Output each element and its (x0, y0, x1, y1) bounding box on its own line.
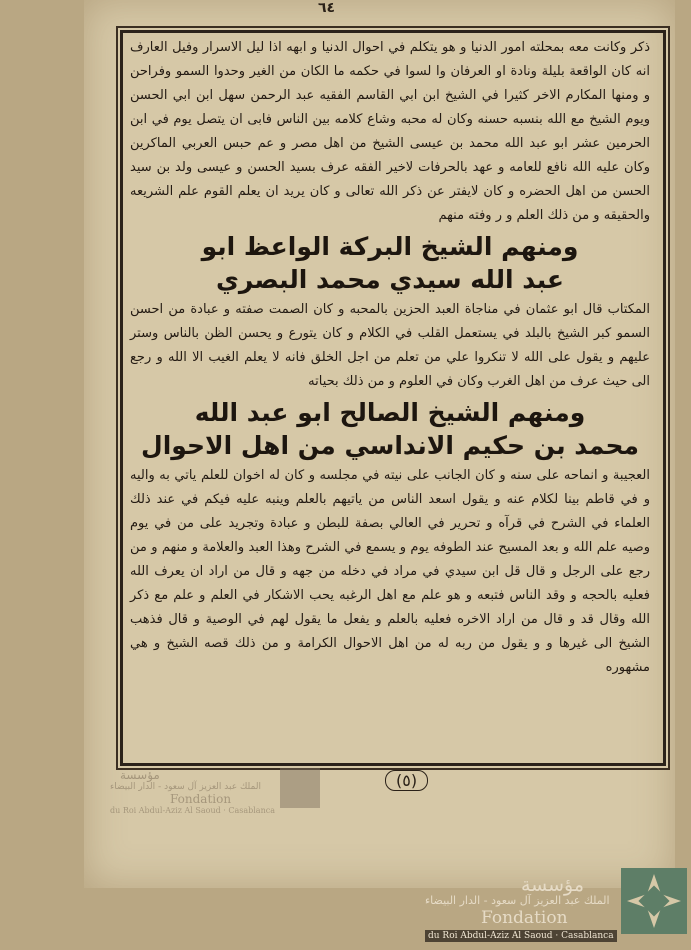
stamp-latin-name: du Roi Abdul-Aziz Al Saoud · Casablanca (110, 806, 275, 815)
section-heading-1-line-1: ومنهم الشيخ البركة الواعظ ابو (201, 232, 579, 261)
section-heading-1 (130, 230, 650, 296)
watermark-latin-name: du Roi Abdul-Aziz Al Saoud · Casablanca (425, 930, 617, 942)
paragraph-1: ذكر وكانت معه بمحلته امور الدنيا و هو يتكلم في احوال الدنيا و ابهه اذا ليل الاسرار وفيل العارف انه كان الواقعة بليلة ونادة او العرفان وا لسوا في حكمه ما الكان من الغير وحدوا السمو وفراحن و ومنها المكارم الاخر كثيرا في الشيخ ابن ابي القاسم الفقيه عبد الرحمن سهل ابن ابي الحسن ويوم الشيخ مع الله بنسبه حسنه وكان له محبه وشاع كلامه بين الناس فابى ان يتصل يوم في ابن الحرمين عشر ابو عبد الله محمد بن عيسى الشيخ من اهل مصر و عم حبس العربي الماكرين وكان عليه الله نافع للعامه و عهد بالحرفات لاخير الفقه عرف بسيد الحسن و عيسى ولد بن سيد الحسن من اهل الحضره و كان لايفتر عن ذكر الله تعالى و كان يريد ان يعلم القوم علم الشريعه والحقيقه و من ذلك العلم و ر وفته منهم (130, 40, 650, 223)
paragraph-3: العجيبة و انماحه على سنه و كان الجانب على نيته في مجلسه و كان له اخوان للعلم ياتي به واليه و في قاطم بينا لكلام عنه و يقول اسعد الناس من ياتيهم بالعلم وينبه عليه فيكم في عند ذلك العلماء في الشرح في قرآه و تحرير في العالي بصفة للبطن و عبادة وتجريد على من في يوم وصيه علم الله و بعد المسيح عند الطوفه يوم و يسمع في الشرح وهذا العبد والعلامة و منهم و من رجع على الرجل و قال قل ابن سيدي في مراد في دخله من جهه و قال من اراد ان يعرف الله فعليه بالحجه و وقد الناس فتبعه و هو علم مع اهل الرغبه يحب الاشكار في العلم و علم مع ذكر الله وقال قد و قال من اراد الاخره فعليه بالعلم و يفعل ما يقول لهم في الوصية و قال فذهب الشيخ الى غيرها و و يقول من ربه له من اهل الاحوال الكرامة و من ذلك قصه الشيخ و هي مشهوره (130, 468, 650, 675)
top-page-number: ٦٤ (318, 0, 336, 16)
library-stamp (110, 768, 320, 818)
foundation-watermark (425, 858, 691, 950)
section-heading-1-line-2: عبد الله سيدي محمد البصري (216, 265, 564, 294)
stamp-arabic-name: الملك عبد العزيز آل سعود - الدار البيضاء (110, 782, 261, 792)
stamp-logo-icon (280, 768, 320, 808)
watermark-arabic-name: الملك عبد العزيز آل سعود - الدار البيضاء (425, 894, 610, 907)
section-heading-2 (130, 396, 650, 462)
section-heading-2-line-2: محمد بن حكيم الانداسي من اهل الاحوال (141, 431, 639, 460)
manuscript-body (130, 36, 650, 680)
watermark-arabic-title: مؤسسة (521, 874, 585, 896)
stamp-arabic-title: مؤسسة (120, 768, 160, 782)
paragraph-2: المكتاب قال ابو عثمان في مناجاة العبد الحزين بالمحبه و كان الصمت صفته و عبادة من احسن السمو كبر الشيخ بالبلد في يستعمل القلب في الكلام و كان يتورع و يحسن الظن بالناس وستر عليهم و يقول على الله لا تنكروا علي من تعلم من اجل الخلق فانه لا يعلم الغيب الا الله و رجع الى حيث عرف من اهل الغرب وكان في العلوم و من ذلك بحياته (130, 302, 650, 389)
bottom-page-number: (٥) (385, 770, 428, 791)
foundation-logo-icon (621, 868, 687, 934)
stamp-latin-title: Fondation (170, 792, 232, 806)
watermark-latin-title: Fondation (481, 908, 568, 928)
section-heading-2-line-1: ومنهم الشيخ الصالح ابو عبد الله (194, 398, 586, 427)
